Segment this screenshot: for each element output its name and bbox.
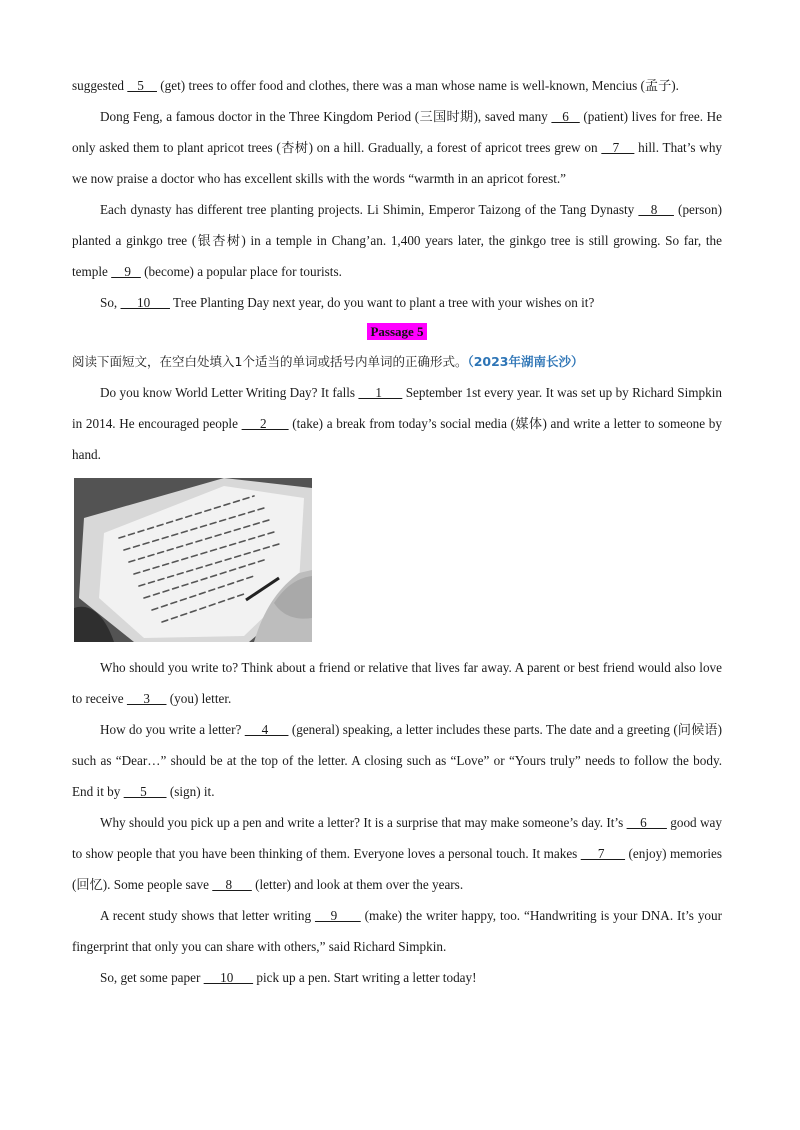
blank-6[interactable]: 6 — [551, 109, 580, 124]
blank-5[interactable]: 5 — [127, 78, 157, 93]
blank-7[interactable]: 7 — [601, 140, 635, 155]
document-page — [72, 70, 722, 993]
source-label: （2023年湖南长沙） — [467, 354, 584, 369]
blank-8[interactable]: 8 — [212, 877, 252, 892]
blank-9[interactable]: 9 — [111, 264, 141, 279]
blank-6[interactable]: 6 — [626, 815, 667, 830]
paragraph: Do you know World Letter Writing Day? It falls 1 September 1st every year. It was set up by Richard Simpkin in 2014. He encouraged people 2 (take) a break from today’s social media (媒体) and write a letter to someone by hand. — [72, 385, 722, 462]
paragraph: So, get some paper 10 pick up a pen. Start writing a letter today! — [100, 970, 477, 985]
letter-writing-photo — [74, 478, 312, 642]
blank-10[interactable]: 10 — [203, 970, 254, 985]
blank-9[interactable]: 9 — [314, 908, 361, 923]
paragraph: How do you write a letter? 4 (general) speaking, a letter includes these parts. The date and a greeting (问候语) such as “Dear…” should be at the top of the letter. A closing such as “Love” or “Yours truly” needs to follow the body. End it by 5 (sign) it. — [72, 722, 722, 799]
paragraph: Why should you pick up a pen and write a letter? It is a surprise that may make someone’s day. It’s 6 good way to show people that you have been thinking of them. Everyone loves a personal touch. It makes 7 (enjoy) memories (回忆). Some people save 8 (letter) and look at them over the years. — [72, 815, 722, 892]
blank-10[interactable]: 10 — [120, 295, 170, 310]
blank-7[interactable]: 7 — [580, 846, 626, 861]
blank-1[interactable]: 1 — [358, 385, 403, 400]
blank-2[interactable]: 2 — [241, 416, 289, 431]
paragraph: A recent study shows that letter writing 9 (make) the writer happy, too. “Handwriting is your DNA. It’s your fingerprint that only you can share with others,” said Richard Simpkin. — [72, 908, 722, 954]
passage-title: Passage 5 — [72, 318, 722, 346]
blank-4[interactable]: 4 — [244, 722, 289, 737]
instruction: 阅读下面短文，在空白处填入1个适当的单词或括号内单词的正确形式。（2023年湖南长沙） — [72, 354, 584, 369]
paragraph: Each dynasty has different tree planting projects. Li Shimin, Emperor Taizong of the Tang Dynasty 8 (person) planted a ginkgo tree (银杏树) in a temple in Chang’an. 1,400 years later, the ginkgo tree is still growing. So far, the temple 9 (become) a popular place for tourists. — [72, 202, 722, 279]
paragraph: suggested 5 (get) trees to offer food and clothes, there was a man whose name is well-known, Mencius (孟子). — [72, 78, 679, 93]
blank-5[interactable]: 5 — [123, 784, 167, 799]
paragraph: So, 10 Tree Planting Day next year, do you want to plant a tree with your wishes on it? — [100, 295, 595, 310]
blank-8[interactable]: 8 — [638, 202, 674, 217]
paragraph: Who should you write to? Think about a friend or relative that lives far away. A parent or best friend would also love to receive 3 (you) letter. — [72, 660, 722, 706]
paragraph: Dong Feng, a famous doctor in the Three Kingdom Period (三国时期), saved many 6 (patient) lives for free. He only asked them to plant apricot trees (杏树) on a hill. Gradually, a forest of apricot trees grew on 7 hill. That’s why we now praise a doctor who has excellent skills with the words “warmth in an apricot forest.” — [72, 109, 723, 186]
blank-3[interactable]: 3 — [126, 691, 167, 706]
